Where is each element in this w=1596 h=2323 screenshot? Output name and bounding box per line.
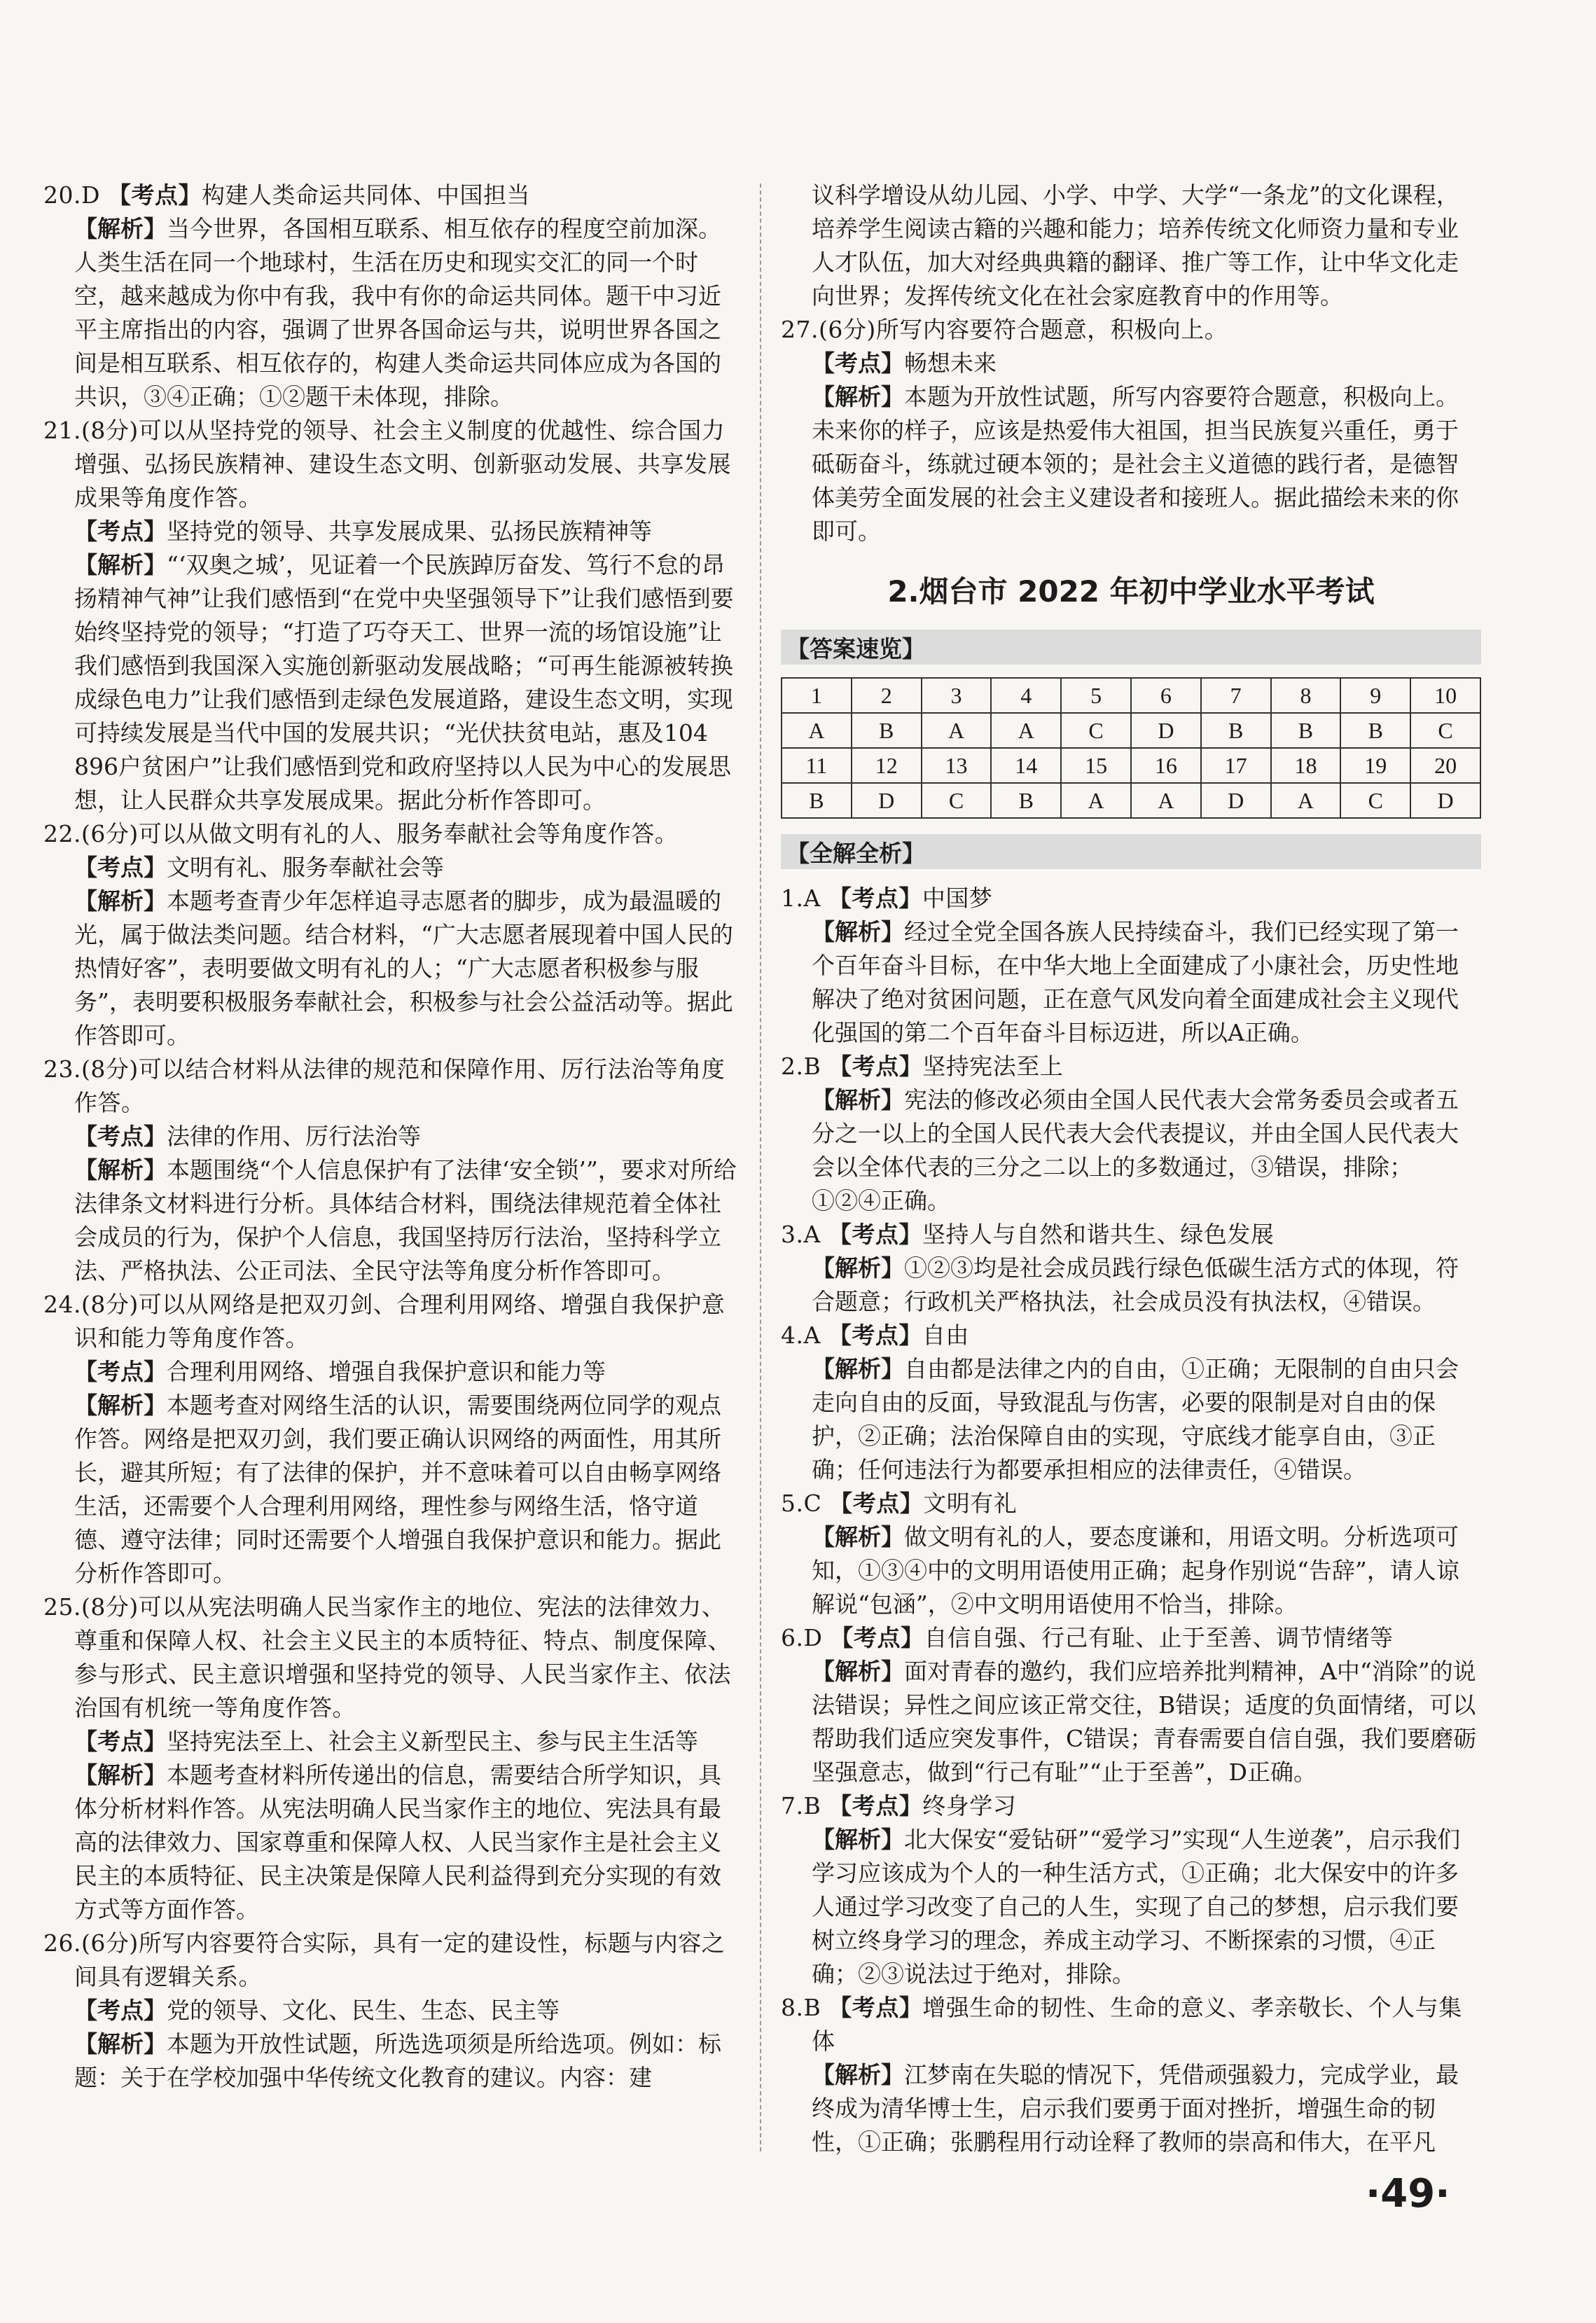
jiexi-label: 【解析】 [74,1156,167,1184]
jiexi-label: 【解析】 [74,215,167,242]
q24-analysis [43,1389,744,1590]
q20-analysis-text: 当今世界，各国相互联系、相互依存的程度空前加深。人类生活在同一个地球村，生活在历史和现实交汇的同一个时空，越来越成为你中有我，我中有你的命运共同体。题干中习近平主席指出的内容，强调了世界各国命运与共，说明世界各国之间是相互联系、相互依存的，构建人类命运共同体应成为各国的共识，③④正确；①②题干未体现，排除。 [74,215,721,410]
table-cell: 13 [922,748,992,783]
q25-kaodian-text: 坚持宪法至上、社会主义新型民主、参与民主生活等 [167,1728,698,1755]
table-cell: 12 [852,748,922,783]
table-cell: D [1410,783,1480,818]
q25-text: (8分)可以从宪法明确人民当家作主的地位、宪法的法律效力、尊重和保障人权、社会主义民主的本质特征、特点、制度保障、参与形式、民主意识增强和坚持党的领导、人民当家作主、依法治国有机统一等角度作答。 [74,1593,731,1721]
a8-line [781,1991,1481,2058]
jiexi-label: 【解析】 [74,2030,167,2058]
table-cell: 7 [1201,678,1271,713]
table-cell: A [922,713,992,748]
a1-analysis [781,915,1481,1050]
q26-analysis-text: 本题为开放性试题，所选选项须是所给选项。例如：标题：关于在学校加强中华传统文化教育的建议。内容：建 [74,2030,721,2091]
q23-analysis [43,1153,744,1288]
table-cell: B [782,783,852,818]
table-cell: 1 [782,678,852,713]
table-cell: 20 [1410,748,1480,783]
q20-analysis [43,212,744,414]
q22-analysis-text: 本题考查青少年怎样追寻志愿者的脚步，成为最温暖的光，属于做法类问题。结合材料，“广大志愿者展现着中国人民的热情好客”，表明要做文明有礼的人；“广大志愿者积极参与服务”，表明要积极服务奉献社会，积极参与社会公益活动等。据此作答即可。 [74,887,733,1049]
table-cell: B [1271,713,1341,748]
a3-kaodian-text: 坚持人与自然和谐共生、绿色发展 [922,1221,1275,1248]
full-analysis-bar [781,834,1481,869]
answer-table [781,677,1481,819]
kaodian-label: 【考点】 [828,1792,923,1819]
answer-table-row [782,783,1480,818]
q27-analysis [781,380,1481,548]
q26-text: (6分)所写内容要符合实际，具有一定的建设性，标题与内容之间具有逻辑关系。 [74,1929,726,1990]
left-column [43,179,744,2095]
table-cell: 11 [782,748,852,783]
q23-text: (8分)可以结合材料从法律的规范和保障作用、厉行法治等角度作答。 [74,1055,726,1116]
table-cell: C [1340,783,1410,818]
jiexi-label: 【解析】 [812,1826,904,1853]
a3-line [781,1218,1481,1251]
q24-answer [43,1288,744,1355]
answer-table-row [782,748,1480,783]
kaodian-label: 【考点】 [812,349,904,377]
q27-head: 27. [781,316,819,343]
q26-analysis-cont: 议科学增设从幼儿园、小学、中学、大学“一条龙”的文化课程，培养学生阅读古籍的兴趣和能力；培养传统文化师资力量和专业人才队伍，加大对经典典籍的翻译、推广等工作，让中华文化走向世界；发挥传统文化在社会家庭教育中的作用等。 [812,181,1459,310]
kaodian-label: 【考点】 [829,1490,924,1517]
q26-kaodian-text: 党的领导、文化、民生、生态、民主等 [167,1997,560,2024]
table-cell: 2 [852,678,922,713]
q21-analysis-text: “‘双奥之城’，见证着一个民族踔厉奋发、笃行不怠的昂扬精神气神”让我们感悟到“在党中央坚强领导下”让我们感悟到要始终坚持党的领导；“打造了巧夺天工、世界一流的场馆设施”让我们感悟到我国深入实施创新驱动发展战略；“可再生能源被转换成绿色电力”让我们感悟到走绿色发展道路，建设生态文明，实现可持续发展是当代中国的发展共识；“光伏扶贫电站，惠及104 896户贫困户”让我们感悟到党和政府坚持以人民为中心的发展思想，让人民群众共享发展成果。据此分析作答即可。 [74,551,734,814]
q27-kaodian [781,347,1481,380]
page-number: ·49· [1366,2171,1450,2217]
q23-head: 23. [43,1055,81,1083]
q27-text: (6分)所写内容要符合题意，积极向上。 [818,316,1228,343]
a6-analysis [781,1655,1481,1789]
a2-analysis [781,1083,1481,1218]
table-cell: 9 [1340,678,1410,713]
kaodian-label: 【考点】 [830,1624,924,1651]
jiexi-label: 【解析】 [812,1254,904,1282]
kaodian-label: 【考点】 [828,1221,922,1248]
column-divider [760,183,761,2151]
table-cell: 15 [1061,748,1131,783]
jiexi-label: 【解析】 [812,383,904,410]
table-cell: A [991,713,1061,748]
a2-kaodian-text: 坚持宪法至上 [922,1053,1064,1080]
q26-analysis [43,2027,744,2095]
kaodian-label: 【考点】 [74,1358,167,1385]
table-cell: 8 [1271,678,1341,713]
q22-analysis [43,885,744,1053]
a3-analysis [781,1251,1481,1319]
q26-kaodian [43,1994,744,2027]
q24-kaodian-text: 合理利用网络、增强自我保护意识和能力等 [167,1358,606,1385]
kaodian-label: 【考点】 [828,1322,922,1349]
answer-overview-bar [781,630,1481,665]
answer-table-row [782,678,1480,713]
q25-analysis [43,1759,744,1927]
a4-line [781,1319,1481,1352]
q22-head: 22. [43,820,81,847]
a8-analysis-text: 江梦南在失聪的情况下，凭借顽强毅力，完成学业，最终成为清华博士生，启示我们要勇于面对挫折，增强生命的韧性，①正确；张鹏程用行动诠释了教师的崇高和伟大，在平凡 [812,2061,1459,2156]
a7-head: 7.B [781,1792,821,1819]
kaodian-label: 【考点】 [828,885,922,912]
a2-analysis-text: 宪法的修改必须由全国人民代表大会常务委员会或者五分之一以上的全国人民代表大会代表提议，并由全国人民代表大会以全体代表的三分之二以上的多数通过，③错误，排除；①②④正确。 [812,1086,1459,1214]
table-cell: 16 [1131,748,1201,783]
jiexi-label: 【解析】 [812,1355,904,1382]
a8-head: 8.B [781,1994,821,2021]
a1-kaodian-text: 中国梦 [922,885,993,912]
a8-analysis [781,2058,1481,2159]
a4-kaodian-text: 自由 [922,1322,969,1349]
a5-line [781,1487,1481,1520]
q22-answer [43,817,744,851]
table-cell: B [991,783,1061,818]
a7-analysis [781,1823,1481,1991]
table-cell: D [852,783,922,818]
table-cell: A [1271,783,1341,818]
kaodian-label: 【考点】 [828,1053,923,1080]
q27-analysis-text: 本题为开放性试题，所写内容要符合题意，积极向上。未来你的样子，应该是热爱伟大祖国，担当民族复兴重任，勇于砥砺奋斗，练就过硬本领的；是社会主义道德的践行者，是德智体美劳全面发展的社会主义建设者和接班人。据此描绘未来的你即可。 [812,383,1459,545]
a6-head: 6.D [781,1624,823,1651]
a7-line [781,1789,1481,1823]
jiexi-label: 【解析】 [74,1761,167,1789]
table-cell: D [1201,783,1271,818]
jiexi-label: 【解析】 [812,918,904,945]
q20-line [43,179,744,212]
a7-analysis-text: 北大保安“爱钻研”“爱学习”实现“人生逆袭”，启示我们学习应该成为个人的一种生活方式，①正确；北大保安中的许多人通过学习改变了自己的人生，实现了自己的梦想，启示我们要树立终身学习的理念，养成主动学习、不断探索的习惯，④正确；②③说法过于绝对，排除。 [812,1826,1461,1988]
table-cell: 10 [1410,678,1480,713]
full-analysis-label: 【全解全析】 [786,839,925,867]
table-cell: 17 [1201,748,1271,783]
table-cell: 4 [991,678,1061,713]
q24-text: (8分)可以从网络是把双刃剑、合理利用网络、增强自我保护意识和能力等角度作答。 [74,1291,726,1352]
q20-kaodian: 构建人类命运共同体、中国担当 [201,181,530,209]
q20-head: 20.D [43,181,100,209]
a4-analysis [781,1352,1481,1487]
kaodian-label: 【考点】 [828,1994,923,2021]
jiexi-label: 【解析】 [74,551,167,578]
table-cell: C [1061,713,1131,748]
jiexi-label: 【解析】 [74,887,167,915]
answer-overview-label: 【答案速览】 [786,635,925,663]
a6-line [781,1621,1481,1655]
kaodian-label: 【考点】 [74,1728,167,1755]
q21-analysis [43,548,744,817]
a1-analysis-text: 经过全党全国各族人民持续奋斗，我们已经实现了第一个百年奋斗目标，在中华大地上全面建成了小康社会，历史性地解决了绝对贫困问题，正在意气风发向着全面建成社会主义现代化强国的第二个百年奋斗目标迈进，所以A正确。 [812,918,1459,1046]
q26-head: 26. [43,1929,81,1957]
a5-head: 5.C [781,1490,822,1517]
a2-line [781,1050,1481,1083]
q27-answer [781,313,1481,347]
table-cell: 3 [922,678,992,713]
table-cell: 19 [1340,748,1410,783]
jiexi-label: 【解析】 [74,1392,167,1419]
kaodian-label: 【考点】 [74,1997,167,2024]
a7-kaodian-text: 终身学习 [922,1792,1017,1819]
table-cell: B [1201,713,1271,748]
jiexi-label: 【解析】 [812,1658,904,1685]
q21-answer [43,414,744,515]
q27-kaodian-text: 畅想未来 [904,349,997,377]
table-cell: 6 [1131,678,1201,713]
table-cell: D [1131,713,1201,748]
answer-table-row [782,713,1480,748]
a3-head: 3.A [781,1221,821,1248]
table-cell: B [1340,713,1410,748]
a5-kaodian-text: 文明有礼 [923,1490,1018,1517]
q23-answer [43,1053,744,1120]
a1-line [781,882,1481,915]
q25-analysis-text: 本题考查材料所传递出的信息，需要结合所学知识，具体分析材料作答。从宪法明确人民当家作主的地位、宪法具有最高的法律效力、国家尊重和保障人权、人民当家作主是社会主义民主的本质特征、民主决策是保障人民利益得到充分实现的有效方式等方面作答。 [74,1761,721,1923]
kaodian-label: 【考点】 [107,181,202,209]
table-cell: A [1061,783,1131,818]
q21-kaodian [43,515,744,548]
q24-kaodian [43,1355,744,1389]
q24-head: 24. [43,1291,81,1318]
jiexi-label: 【解析】 [812,2061,904,2088]
a5-analysis-text: 做文明有礼的人，要态度谦和，用语文明。分析选项可知，①③④中的文明用语使用正确；起身作别说“告辞”，请人谅解说“包涵”，②中文明用语使用不恰当，排除。 [812,1523,1459,1618]
kaodian-label: 【考点】 [74,518,167,545]
table-cell: A [1131,783,1201,818]
a6-analysis-text: 面对青春的邀约，我们应培养批判精神，A中“消除”的说法错误；异性之间应该正常交往，B错误；适度的负面情绪，可以帮助我们适应突发事件，C错误；青春需要自信自强，我们要磨砺坚强意志，做到“行己有耻”“止于至善”，D正确。 [812,1658,1477,1786]
kaodian-label: 【考点】 [74,854,167,881]
q25-head: 25. [43,1593,81,1621]
q22-kaodian [43,851,744,885]
q21-kaodian-text: 坚持党的领导、共享发展成果、弘扬民族精神等 [167,518,652,545]
a1-head: 1.A [781,885,821,912]
a8-kaodian-text: 增强生命的韧性、生命的意义、孝亲敬长、个人与集体 [812,1994,1462,2055]
a2-head: 2.B [781,1053,821,1080]
a3-analysis-text: ①②③均是社会成员践行绿色低碳生活方式的体现，符合题意；行政机关严格执法，社会成员没有执法权，④错误。 [812,1254,1459,1315]
jiexi-label: 【解析】 [812,1523,904,1551]
jiexi-label: 【解析】 [812,1086,904,1114]
q23-analysis-text: 本题围绕“个人信息保护有了法律‘安全锁’”，要求对所给法律条文材料进行分析。具体结合材料，围绕法律规范着全体社会成员的行为，保护个人信息，我国坚持厉行法治，坚持科学立法、严格执法、公正司法、全民守法等角度分析作答即可。 [74,1156,737,1284]
table-cell: B [852,713,922,748]
kaodian-label: 【考点】 [74,1123,167,1150]
table-cell: C [922,783,992,818]
a5-analysis [781,1520,1481,1621]
q24-analysis-text: 本题考查对网络生活的认识，需要围绕两位同学的观点作答。网络是把双刃剑，我们要正确认识网络的两面性，用其所长，避其所短；有了法律的保护，并不意味着可以自由畅享网络生活，还需要个人合理利用网络，理性参与网络生活，恪守道德、遵守法律；同时还需要个人增强自我保护意识和能力。据此分析作答即可。 [74,1392,721,1587]
q22-text: (6分)可以从做文明有礼的人、服务奉献社会等角度作答。 [81,820,679,847]
q26-answer [43,1927,744,1994]
a6-kaodian-text: 自信自强、行己有耻、止于至善、调节情绪等 [924,1624,1394,1651]
q21-text: (8分)可以从坚持党的领导、社会主义制度的优越性、综合国力增强、弘扬民族精神、建设生态文明、创新驱动发展、共享发展成果等角度作答。 [74,417,731,511]
table-cell: C [1410,713,1480,748]
q25-kaodian [43,1725,744,1759]
a4-head: 4.A [781,1322,821,1349]
right-column [781,179,1481,2159]
q23-kaodian-text: 法律的作用、厉行法治等 [167,1123,421,1150]
q25-answer [43,1590,744,1725]
section-title: 2.烟台市 2022 年初中学业水平考试 [887,574,1375,609]
table-cell: A [782,713,852,748]
a4-analysis-text: 自由都是法律之内的自由，①正确；无限制的自由只会走向自由的反面，导致混乱与伤害，必要的限制是对自由的保护，②正确；法治保障自由的实现，守底线才能享自由，③正确；任何违法行为都要承担相应的法律责任，④错误。 [812,1355,1459,1483]
q23-kaodian [43,1120,744,1153]
table-cell: 14 [991,748,1061,783]
q22-kaodian-text: 文明有礼、服务奉献社会等 [167,854,444,881]
q21-head: 21. [43,417,81,444]
table-cell: 5 [1061,678,1131,713]
table-cell: 18 [1271,748,1341,783]
